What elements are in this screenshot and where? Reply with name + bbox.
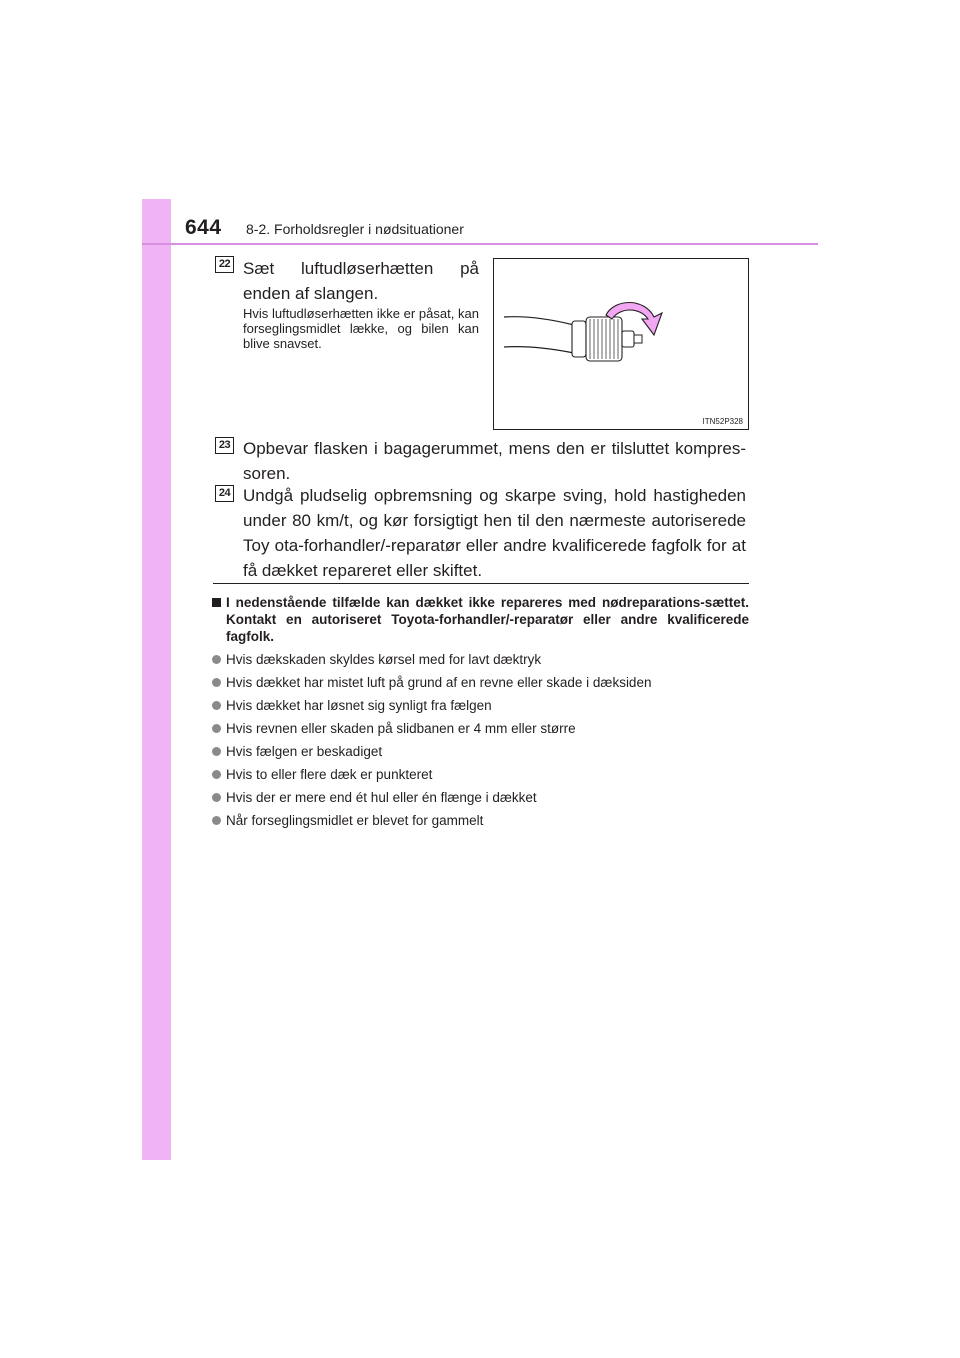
list-item [212,766,749,783]
step-22-note: Hvis luftudløserhætten ikke er påsat, kan forseglingsmidlet lække, og bilen kan blive snavset. [243,306,479,351]
square-bullet-icon [212,598,221,607]
page-number: 644 [185,216,222,239]
list-item [212,697,749,714]
header-divider [142,243,818,245]
hose-cap-figure [494,259,748,429]
figure-code: ITN52P328 [702,417,743,426]
step-24-title: Undgå pludselig opbremsning og skarpe sving, hold hastigheden under 80 km/t, og kør forsigtigt hen til den nærmeste autoriserede Toy ota-forhandler/-reparatør eller andre kvalificerede fagfolk for at få dækket repareret eller skiftet. [243,486,746,580]
note-heading-text: I nedenstående tilfælde kan dækket ikke repareres med nødreparations-sættet. Kontakt en autoriseret Toyota-forhandler/-reparatør eller andre kvalificerede fagfolk. [226,595,749,644]
repair-limitations-note [212,594,749,829]
round-bullet-icon [212,655,221,664]
round-bullet-icon [212,770,221,779]
list-item-text: Hvis dækket har mistet luft på grund af en revne eller skade i dæksiden [226,675,652,690]
step-23-title: Opbevar flasken i bagagerummet, mens den er tilsluttet kompres-soren. [243,439,746,483]
hose-cap-illustration [493,258,749,430]
list-item-text: Hvis fælgen er beskadiget [226,744,383,759]
list-item [212,674,749,691]
section-divider [213,583,749,584]
chapter-side-tab [142,199,171,1160]
list-item-text: Hvis der er mere end ét hul eller én flænge i dækket [226,790,537,805]
list-item-text: Hvis revnen eller skaden på slidbanen er 4 mm eller større [226,721,576,736]
round-bullet-icon [212,701,221,710]
step-24-badge: 24 [215,485,234,502]
note-heading [212,594,749,645]
list-item [212,651,749,668]
list-item-text: Hvis to eller flere dæk er punkteret [226,767,433,782]
list-item-text: Hvis dækket har løsnet sig synligt fra fælgen [226,698,492,713]
round-bullet-icon [212,793,221,802]
round-bullet-icon [212,724,221,733]
step-22-title: Sæt luftudløserhætten på enden af slangen. [243,259,479,303]
section-title: 8-2. Forholdsregler i nødsituationer [246,221,464,237]
step-23-badge: 23 [215,437,234,454]
round-bullet-icon [212,678,221,687]
list-item [212,720,749,737]
round-bullet-icon [212,747,221,756]
step-22-badge: 22 [215,256,234,273]
list-item-text: Hvis dækskaden skyldes kørsel med for lavt dæktryk [226,652,542,667]
list-item [212,789,749,806]
round-bullet-icon [212,816,221,825]
list-item-text: Når forseglingsmidlet er blevet for gammelt [226,813,484,828]
list-item [212,743,749,760]
list-item [212,812,749,829]
